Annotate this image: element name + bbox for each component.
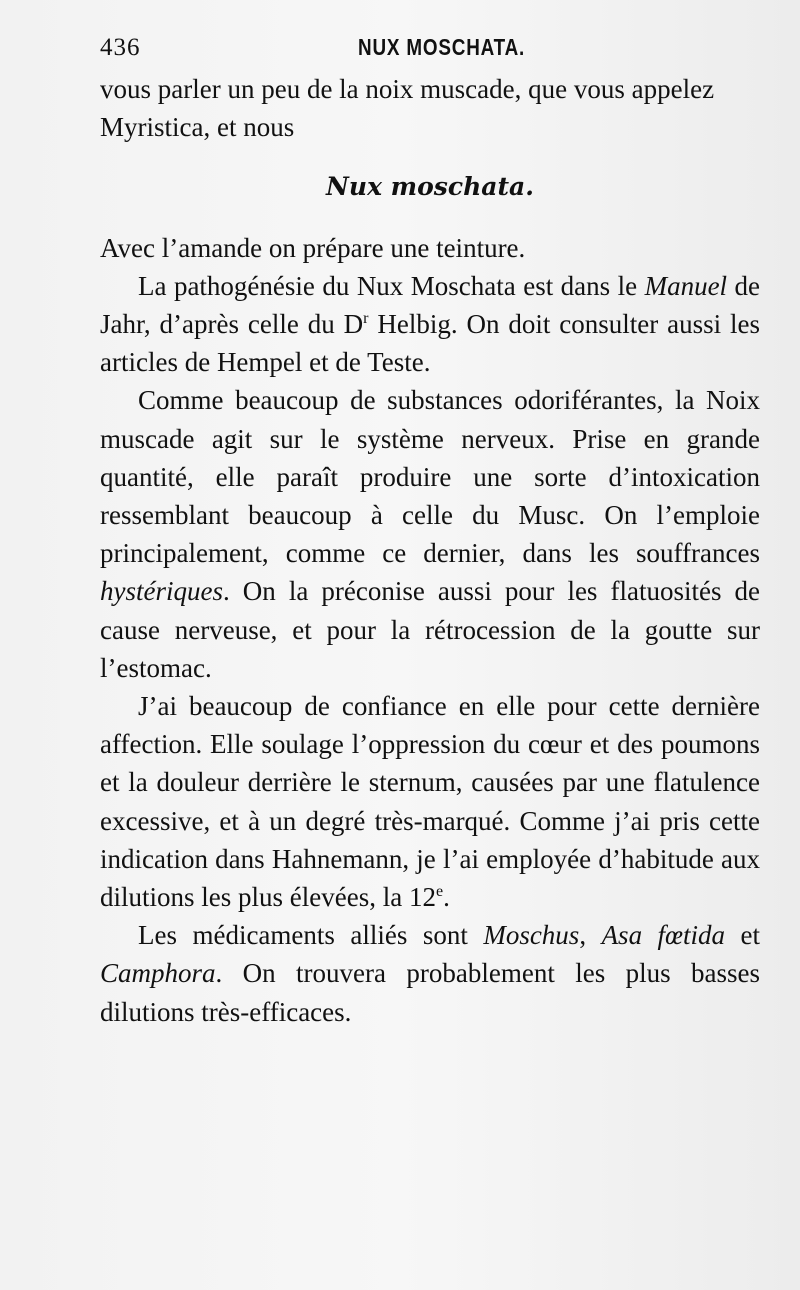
paragraph-1-text: Avec l’amande on prépare une teinture. — [100, 232, 526, 263]
intro-paragraph — [100, 70, 760, 146]
page-header — [100, 28, 750, 68]
paragraph-5-conjunction: et — [725, 920, 761, 951]
paragraph-3-text-b: . On la préconise aussi pour les flatuosités de cause nerveuse, et pour la rétrocession de la goutte sur l’estomac. — [100, 576, 760, 683]
dilution-superscript: e — [435, 883, 444, 901]
body-text — [100, 70, 760, 1031]
intro-line-2: Myristica, et nous — [100, 112, 295, 143]
paragraph-5-text-b: . On trouvera probablement les plus basses dilutions très-efficaces. — [100, 958, 760, 1027]
hysteriques-italic: hystériques — [100, 576, 223, 607]
asa-foetida-italic: Asa fœtida — [601, 920, 726, 951]
running-title: NUX MOSCHATA. — [358, 34, 526, 60]
paragraph-4-text-b: . — [443, 882, 450, 913]
paragraph-4-text-a: J’ai beaucoup de confiance en elle pour cette dernière affection. Elle soulage l’oppression du cœur et des poumons et la douleur derrière le sternum, causées par une flatulence excessive, et à un degré très-marqué. Comme j’ai pris cette indication dans Hahnemann, je l’ai employée d’habitude aux dilutions les plus élevées, la 12 — [100, 691, 760, 913]
paragraph-5 — [100, 916, 760, 1031]
paragraph-3-text-a: Comme beaucoup de substances odoriférantes, la Noix muscade agit sur le système nerveux. Prise en grande quantité, elle paraît produire une sorte d’intoxication ressemblant beaucoup à celle du Musc. On l’emploie principalement, comme ce dernier, dans les souffrances — [100, 385, 760, 569]
intro-line-1: vous parler un peu de la noix muscade, que vous appelez — [100, 74, 715, 104]
paragraph-5-text-a: Les médicaments alliés sont — [138, 920, 484, 951]
page-number: 436 — [100, 34, 141, 61]
paragraph-2 — [100, 267, 760, 382]
paragraph-3 — [100, 381, 760, 687]
section-heading: Nux moschata. — [326, 172, 534, 202]
manuel-italic: Manuel — [644, 270, 728, 301]
paragraph-2-text-c: Helbig. On doit consulter aussi les articles de Hempel et de Teste. — [100, 309, 760, 378]
paragraph-2-text-a: La pathogénésie du Nux Moschata est dans le — [138, 270, 645, 301]
paragraph-2-text-b: de Jahr, d’après celle du D — [100, 270, 761, 340]
paragraph-1 — [100, 229, 760, 267]
camphora-italic: Camphora — [100, 958, 216, 989]
paragraph-4 — [100, 687, 760, 916]
doctor-superscript: r — [363, 310, 369, 328]
paragraph-5-separator: , — [579, 920, 602, 951]
moschus-italic: Moschus — [483, 920, 580, 951]
